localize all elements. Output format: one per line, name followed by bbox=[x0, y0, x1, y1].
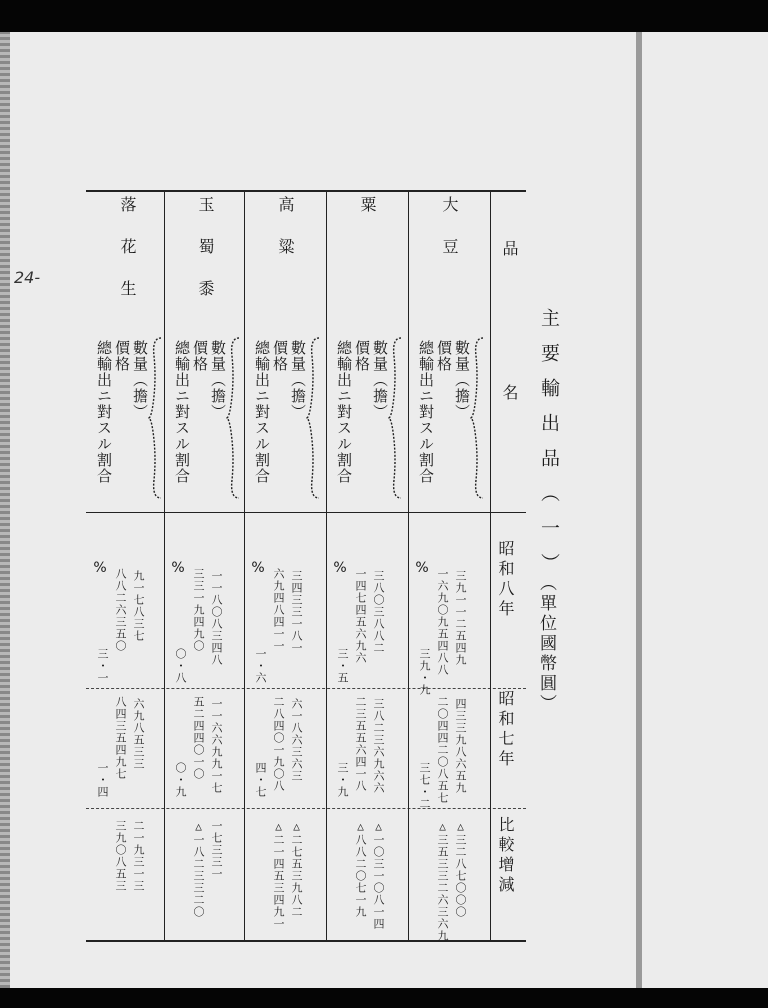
sub-label: 數量（擔） bbox=[131, 340, 149, 420]
price-year7: 二〇四四二〇八五七 bbox=[436, 696, 449, 804]
price-diff: 三九〇八五三 bbox=[114, 820, 127, 892]
sub-label: 總輸出ニ對スル割合 bbox=[417, 340, 435, 484]
facing-page bbox=[642, 32, 768, 988]
price-year7: 二三五五六四一八 bbox=[354, 696, 367, 792]
sub-label: 總輸出ニ對スル割合 bbox=[335, 340, 353, 484]
price-diff: △一八二三三二〇 bbox=[192, 820, 205, 918]
col-divider-3 bbox=[244, 190, 245, 942]
price-year8: 八八二六三五〇 bbox=[114, 568, 127, 652]
sub-label: 價格 bbox=[435, 340, 453, 372]
price-diff: △二一四五三四九一 bbox=[272, 820, 285, 930]
price-year7: 二八四〇一九〇八 bbox=[272, 696, 285, 792]
sub-label: 數量（擔） bbox=[289, 340, 307, 420]
share-year8: 三・五 bbox=[336, 648, 349, 684]
share-year8: 三九・九 bbox=[418, 648, 431, 696]
sub-label: 總輸出ニ對スル割合 bbox=[253, 340, 271, 484]
sub-label: 價格 bbox=[191, 340, 209, 372]
share-year8: 一・六 bbox=[254, 648, 267, 684]
share-year7: 三・九 bbox=[336, 762, 349, 798]
sub-label: 數量（擔） bbox=[453, 340, 471, 420]
qty-year8: 三八〇三八八二 bbox=[372, 570, 385, 654]
percent-symbol: % bbox=[414, 560, 430, 576]
qty-year7: 三八二三六九六六 bbox=[372, 698, 385, 794]
product-name: 落花生 bbox=[118, 196, 137, 322]
share-year8: 〇・八 bbox=[174, 648, 187, 684]
product-name: 大豆 bbox=[440, 196, 459, 280]
share-year8: 三・一 bbox=[96, 648, 109, 684]
percent-symbol: % bbox=[332, 560, 348, 576]
share-year7: 四・七 bbox=[254, 762, 267, 798]
table-header-rule bbox=[86, 512, 526, 513]
header-item-char-1 bbox=[498, 240, 521, 528]
sub-label: 總輸出ニ對スル割合 bbox=[95, 340, 113, 484]
price-year8: 三三一九四九〇 bbox=[192, 568, 205, 652]
header-year-7: 昭和七年 bbox=[496, 690, 515, 770]
price-year8: 一六九〇九五四八八 bbox=[436, 568, 449, 676]
table-title: 主要輸出品（一） bbox=[538, 308, 560, 588]
qty-year7: 四三三九八六五九 bbox=[454, 698, 467, 794]
qty-year7: 一一六六九九一七 bbox=[210, 698, 223, 794]
price-diff: △八八二〇七一九 bbox=[354, 820, 367, 918]
col-divider-1 bbox=[408, 190, 409, 942]
table-bottom-rule bbox=[86, 940, 526, 942]
sub-label: 價格 bbox=[113, 340, 131, 372]
price-year7: 八四三五四九七 bbox=[114, 696, 127, 780]
percent-symbol: % bbox=[170, 560, 186, 576]
qty-year8: 九一七八三七 bbox=[132, 570, 145, 642]
price-diff: △三五三三二六三六九 bbox=[436, 820, 449, 942]
page-number: 24- bbox=[14, 268, 41, 287]
qty-diff: △一〇三一〇八一四 bbox=[372, 820, 385, 930]
product-name: 高粱 bbox=[276, 196, 295, 280]
sub-label: 價格 bbox=[353, 340, 371, 372]
qty-year7: 六一八六三六三 bbox=[290, 698, 303, 782]
export-table bbox=[86, 190, 526, 942]
col-divider-4 bbox=[164, 190, 165, 942]
book-spine-edge bbox=[0, 32, 10, 988]
row-divider-2 bbox=[86, 808, 526, 810]
row-divider-1 bbox=[86, 688, 526, 690]
price-year8: 一四七四五六九六 bbox=[354, 568, 367, 664]
sub-label: 數量（擔） bbox=[371, 340, 389, 420]
price-year8: 六九四八四一一 bbox=[272, 568, 285, 652]
col-divider-header bbox=[490, 190, 491, 942]
share-year7: 一・四 bbox=[96, 762, 109, 798]
product-name: 粟 bbox=[358, 196, 377, 238]
header-item: 品名 bbox=[500, 240, 519, 528]
share-year7: 三七・二 bbox=[418, 762, 431, 810]
qty-year8: 一一八〇八三四八 bbox=[210, 570, 223, 666]
sub-label: 數量（擔） bbox=[209, 340, 227, 420]
sub-label: 價格 bbox=[271, 340, 289, 372]
percent-symbol: % bbox=[250, 560, 266, 576]
qty-diff: △二七五三九八二 bbox=[290, 820, 303, 918]
share-year7: 〇・九 bbox=[174, 762, 187, 798]
qty-diff: 二一九三一三 bbox=[132, 820, 145, 892]
qty-diff: △三二八七〇〇〇 bbox=[454, 820, 467, 918]
unit-note: （單位國幣圓） bbox=[536, 574, 556, 714]
header-year-8: 昭和八年 bbox=[496, 540, 515, 620]
table-top-rule bbox=[86, 190, 526, 192]
price-year7: 五二四四〇一〇 bbox=[192, 696, 205, 780]
percent-symbol: % bbox=[92, 560, 108, 576]
qty-diff: 一七三三一 bbox=[210, 820, 223, 880]
qty-year7: 六九八五三三 bbox=[132, 698, 145, 770]
header-diff: 比較增減 bbox=[496, 816, 515, 896]
sub-label: 總輸出ニ對スル割合 bbox=[173, 340, 191, 484]
qty-year8: 三四三三一八一 bbox=[290, 570, 303, 654]
qty-year8: 三九一一二五四九 bbox=[454, 570, 467, 666]
product-name: 玉蜀黍 bbox=[196, 196, 215, 322]
col-divider-2 bbox=[326, 190, 327, 942]
